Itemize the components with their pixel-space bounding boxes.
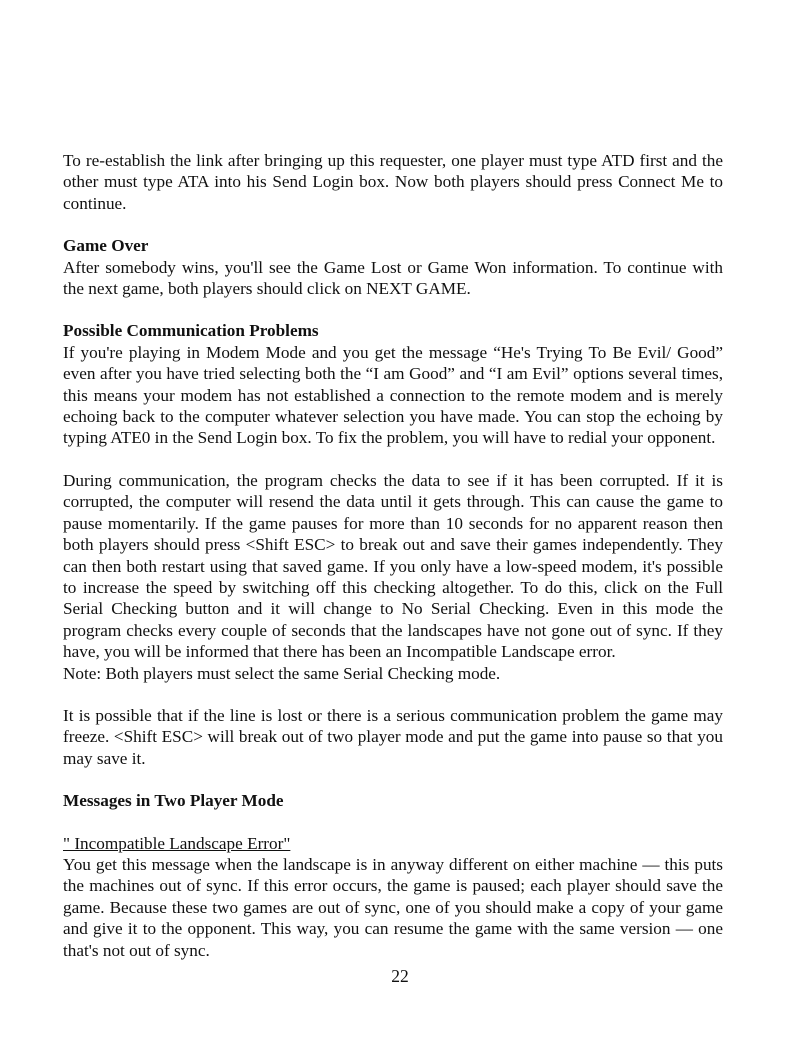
communication-problems-heading: Possible Communication Problems — [63, 321, 319, 341]
communication-problems-paragraph: If you're playing in Modem Mode and you get the message “He's Trying To Be Evil/ Good” even after you have tried selecting both the “I am Good” and “I am Evil” options several times, this means your modem has not established a connection to the remote modem and is merely echoing back to the computer whatever selection you have made. You can stop the echoing by typing ATE0 in the Send Login box. To fix the problem, you will have to redial your opponent. — [63, 342, 723, 448]
messages-section — [63, 790, 723, 811]
game-over-heading: Game Over — [63, 236, 149, 256]
line-lost-paragraph: It is possible that if the line is lost or there is a serious communication problem the game may freeze. <Shift ESC> will break out of two player mode and put the game into pause so that you may save it. — [63, 705, 723, 768]
incompatible-landscape-section — [63, 833, 723, 961]
communication-checking-section — [63, 470, 723, 684]
incompatible-landscape-paragraph: You get this message when the landscape is in anyway different on either machine — this puts the machines out of sync. If this error occurs, the game is paused; each player should save the game. Because these two games are out of sync, one of you should make a copy of your game and give it to the opponent. This way, you can resume the game with the same version — one that's not out of sync. — [63, 854, 723, 960]
document-page — [63, 150, 723, 982]
incompatible-landscape-heading: " Incompatible Landscape Error" — [63, 833, 291, 853]
page-number: 22 — [391, 966, 409, 986]
serial-checking-note: Note: Both players must select the same Serial Checking mode. — [63, 663, 501, 683]
communication-problems-section — [63, 320, 723, 448]
game-over-section — [63, 235, 723, 299]
messages-heading: Messages in Two Player Mode — [63, 791, 284, 811]
communication-checking-paragraph: During communication, the program checks the data to see if it has been corrupted. If it is corrupted, the computer will resend the data until it gets through. This can cause the game to pause momentarily. If the game pauses for more than 10 seconds for no apparent reason then both players should press <Shift ESC> to break out and save their games independently. They can then both restart using that saved game. If you only have a low-speed modem, it's possible to increase the speed by switching off this checking altogether. To do this, click on the Full Serial Checking button and it will change to No Serial Checking. Even in this mode the program checks every couple of seconds that the landscapes have not gone out of sync. If they have, you will be informed that there has been an Incompatible Landscape error. — [63, 470, 723, 662]
relink-paragraph: To re-establish the link after bringing up this requester, one player must type ATD first and the other must type ATA into his Send Login box. Now both players should press Connect Me to continue. — [63, 151, 723, 213]
game-over-paragraph: After somebody wins, you'll see the Game Lost or Game Won information. To continue with the next game, both players should click on NEXT GAME. — [63, 257, 723, 299]
